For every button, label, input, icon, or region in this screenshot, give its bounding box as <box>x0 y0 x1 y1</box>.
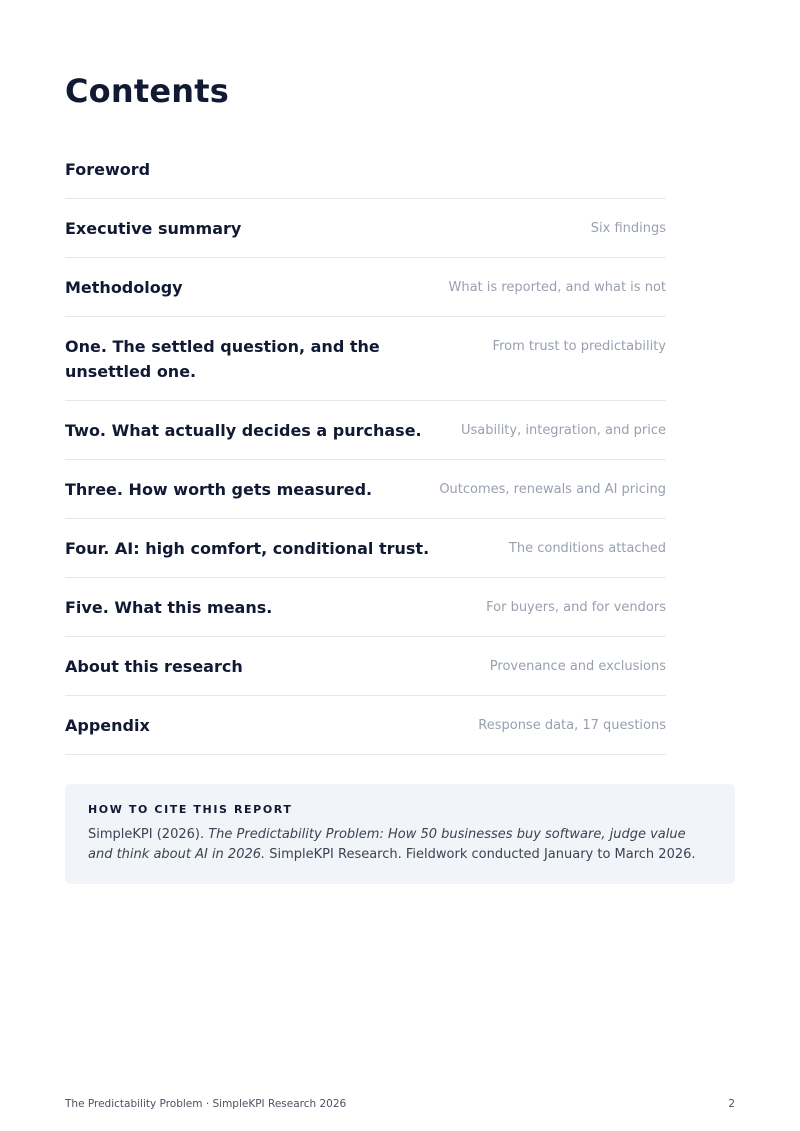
toc-item-title: Executive summary <box>65 219 242 238</box>
toc-item-subtitle: For buyers, and for vendors <box>486 600 666 615</box>
toc-item-subtitle: Six findings <box>590 221 666 236</box>
toc-item-chapter-one[interactable] <box>65 317 666 401</box>
toc-item-title: Four. AI: high comfort, conditional trust. <box>65 539 430 558</box>
page-number: 2 <box>728 1098 735 1110</box>
toc-item-subtitle: What is reported, and what is not <box>448 280 666 295</box>
toc-item-title: Appendix <box>65 716 150 735</box>
toc-item-title: Methodology <box>65 278 183 297</box>
toc-item-subtitle: From trust to predictability <box>492 339 666 354</box>
toc-item-subtitle: The conditions attached <box>508 541 666 556</box>
toc-item-about-this-research[interactable] <box>65 637 666 696</box>
citation-heading: HOW TO CITE THIS REPORT <box>88 803 293 816</box>
citation-text <box>88 825 712 865</box>
citation-title: The Predictability Problem: How 50 businesses buy software, judge value and think about AI in 2026. <box>88 827 686 862</box>
toc-item-title: One. The settled question, and the unsettled one. <box>65 337 380 381</box>
toc-item-subtitle: Outcomes, renewals and AI pricing <box>439 482 666 497</box>
toc-item-chapter-five[interactable] <box>65 578 666 637</box>
toc-item-subtitle: Usability, integration, and price <box>460 423 666 438</box>
toc-item-foreword[interactable] <box>65 140 666 199</box>
toc-item-title: Three. How worth gets measured. <box>65 480 373 499</box>
toc-item-subtitle: Provenance and exclusions <box>489 659 666 674</box>
toc-item-title: Foreword <box>65 160 151 179</box>
citation-box <box>65 784 735 884</box>
citation-prefix: SimpleKPI (2026). <box>88 827 209 842</box>
page-title: Contents <box>65 72 229 110</box>
toc-item-methodology[interactable] <box>65 258 666 317</box>
toc-item-title: About this research <box>65 657 243 676</box>
toc-item-executive-summary[interactable] <box>65 199 666 258</box>
toc-item-appendix[interactable] <box>65 696 666 755</box>
footer-running-title: The Predictability Problem · SimpleKPI Research 2026 <box>65 1098 347 1110</box>
toc-item-chapter-three[interactable] <box>65 460 666 519</box>
toc-item-title: Five. What this means. <box>65 598 273 617</box>
toc-item-chapter-two[interactable] <box>65 401 666 460</box>
toc-item-subtitle: Response data, 17 questions <box>478 718 666 733</box>
toc-item-chapter-four[interactable] <box>65 519 666 578</box>
citation-suffix: SimpleKPI Research. Fieldwork conducted January to March 2026. <box>265 847 696 862</box>
table-of-contents <box>65 140 666 755</box>
toc-item-title: Two. What actually decides a purchase. <box>65 421 422 440</box>
